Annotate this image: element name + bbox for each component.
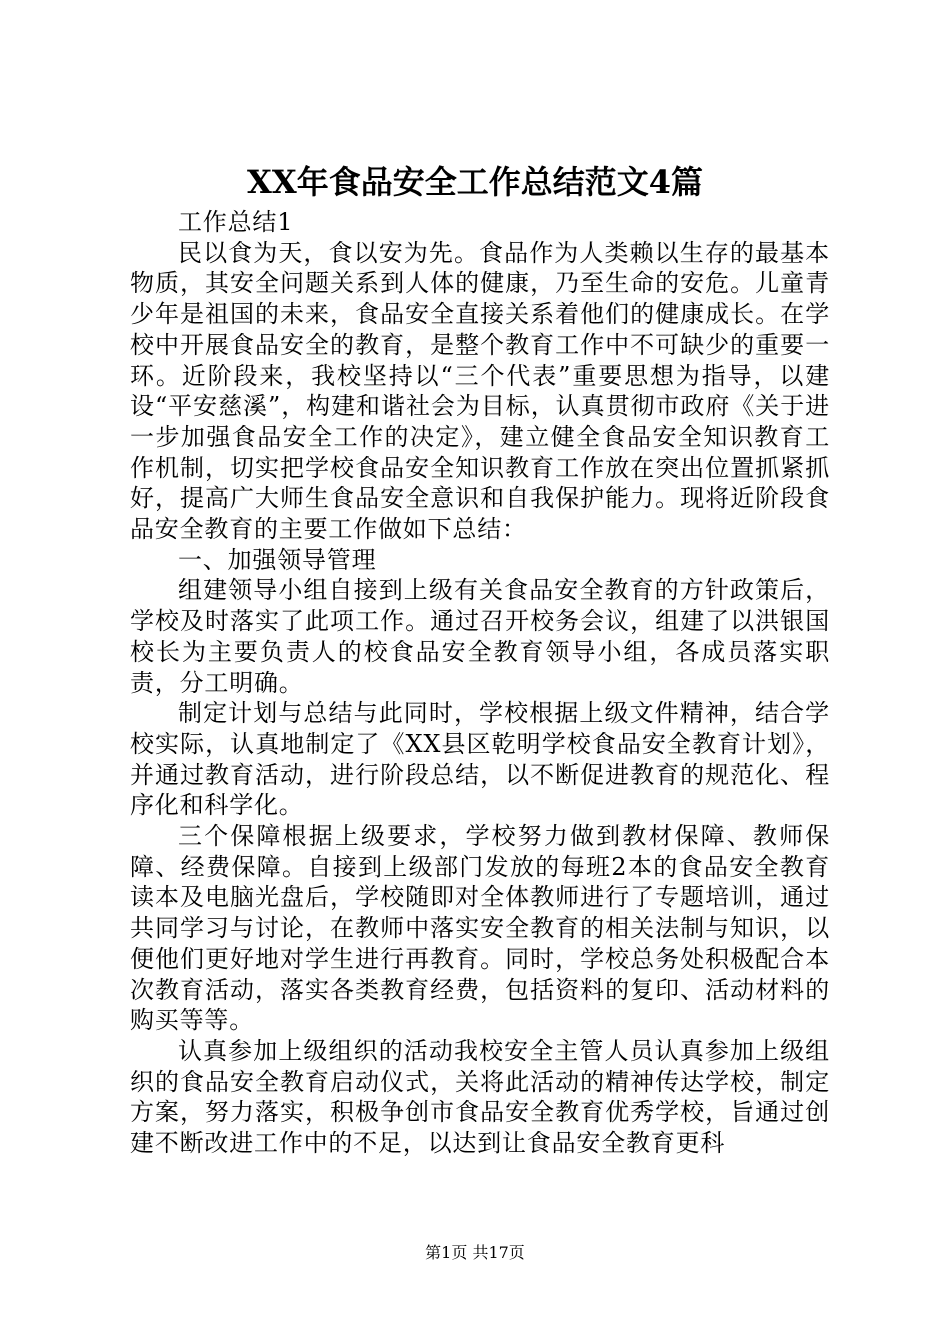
paragraph-activities: 认真参加上级组织的活动我校安全主管人员认真参加上级组织的食品安全教育启动仪式，关将此活动的精神传达学校，制定方案，努力落实，积极争创市食品安全教育优秀学校，旨通过创建不断改进工作中的不足，以达到让食品安全教育更科 — [130, 1036, 830, 1158]
page-footer: 第1页 共17页 — [425, 1243, 525, 1262]
paragraph-three-guarantees: 三个保障根据上级要求，学校努力做到教材保障、教师保障、经费保障。自接到上级部门发放的每班2本的食品安全教育读本及电脑光盘后，学校随即对全体教师进行了专题培训，通过共同学习与讨论，在教师中落实安全教育的相关法制与知识，以便他们更好地对学生进行再教育。同时，学校总务处积极配合本次教育活动，落实各类教育经费，包括资料的复印、活动材料的购买等等。 — [130, 822, 830, 1035]
paragraph-leadership-group: 组建领导小组自接到上级有关食品安全教育的方针政策后，学校及时落实了此项工作。通过召开校务会议，组建了以洪银国校长为主要负责人的校食品安全教育领导小组，各成员落实职责，分工明确。 — [130, 576, 830, 697]
paragraph-plan-summary: 制定计划与总结与此同时，学校根据上级文件精神，结合学校实际，认真地制定了《XX县区乾明学校食品安全教育计划》，并通过教育活动，进行阶段总结，以不断促进教育的规范化、程序化和科学化。 — [130, 699, 830, 820]
section-heading-work-summary: 工作总结1 — [178, 208, 294, 236]
document-title: XX年食品安全工作总结范文4篇 — [247, 163, 703, 201]
section-heading-leadership: 一、加强领导管理 — [178, 545, 377, 574]
paragraph-intro: 民以食为天，食以安为先。食品作为人类赖以生存的最基本物质，其安全问题关系到人体的健康，乃至生命的安危。儿童青少年是祖国的未来，食品安全直接关系着他们的健康成长。在学校中开展食品安全的教育，是整个教育工作中不可缺少的重要一环。近阶段来，我校坚持以“三个代表”重要思想为指导，以建设“平安慈溪”，构建和谐社会为目标，认真贯彻市政府《关于进一步加强食品安全工作的决定》，建立健全食品安全知识教育工作机制，切实把学校食品安全知识教育工作放在突出位置抓紧抓好，提高广大师生食品安全意识和自我保护能力。现将近阶段食品安全教育的主要工作做如下总结： — [130, 238, 830, 544]
document-body — [130, 207, 830, 1159]
